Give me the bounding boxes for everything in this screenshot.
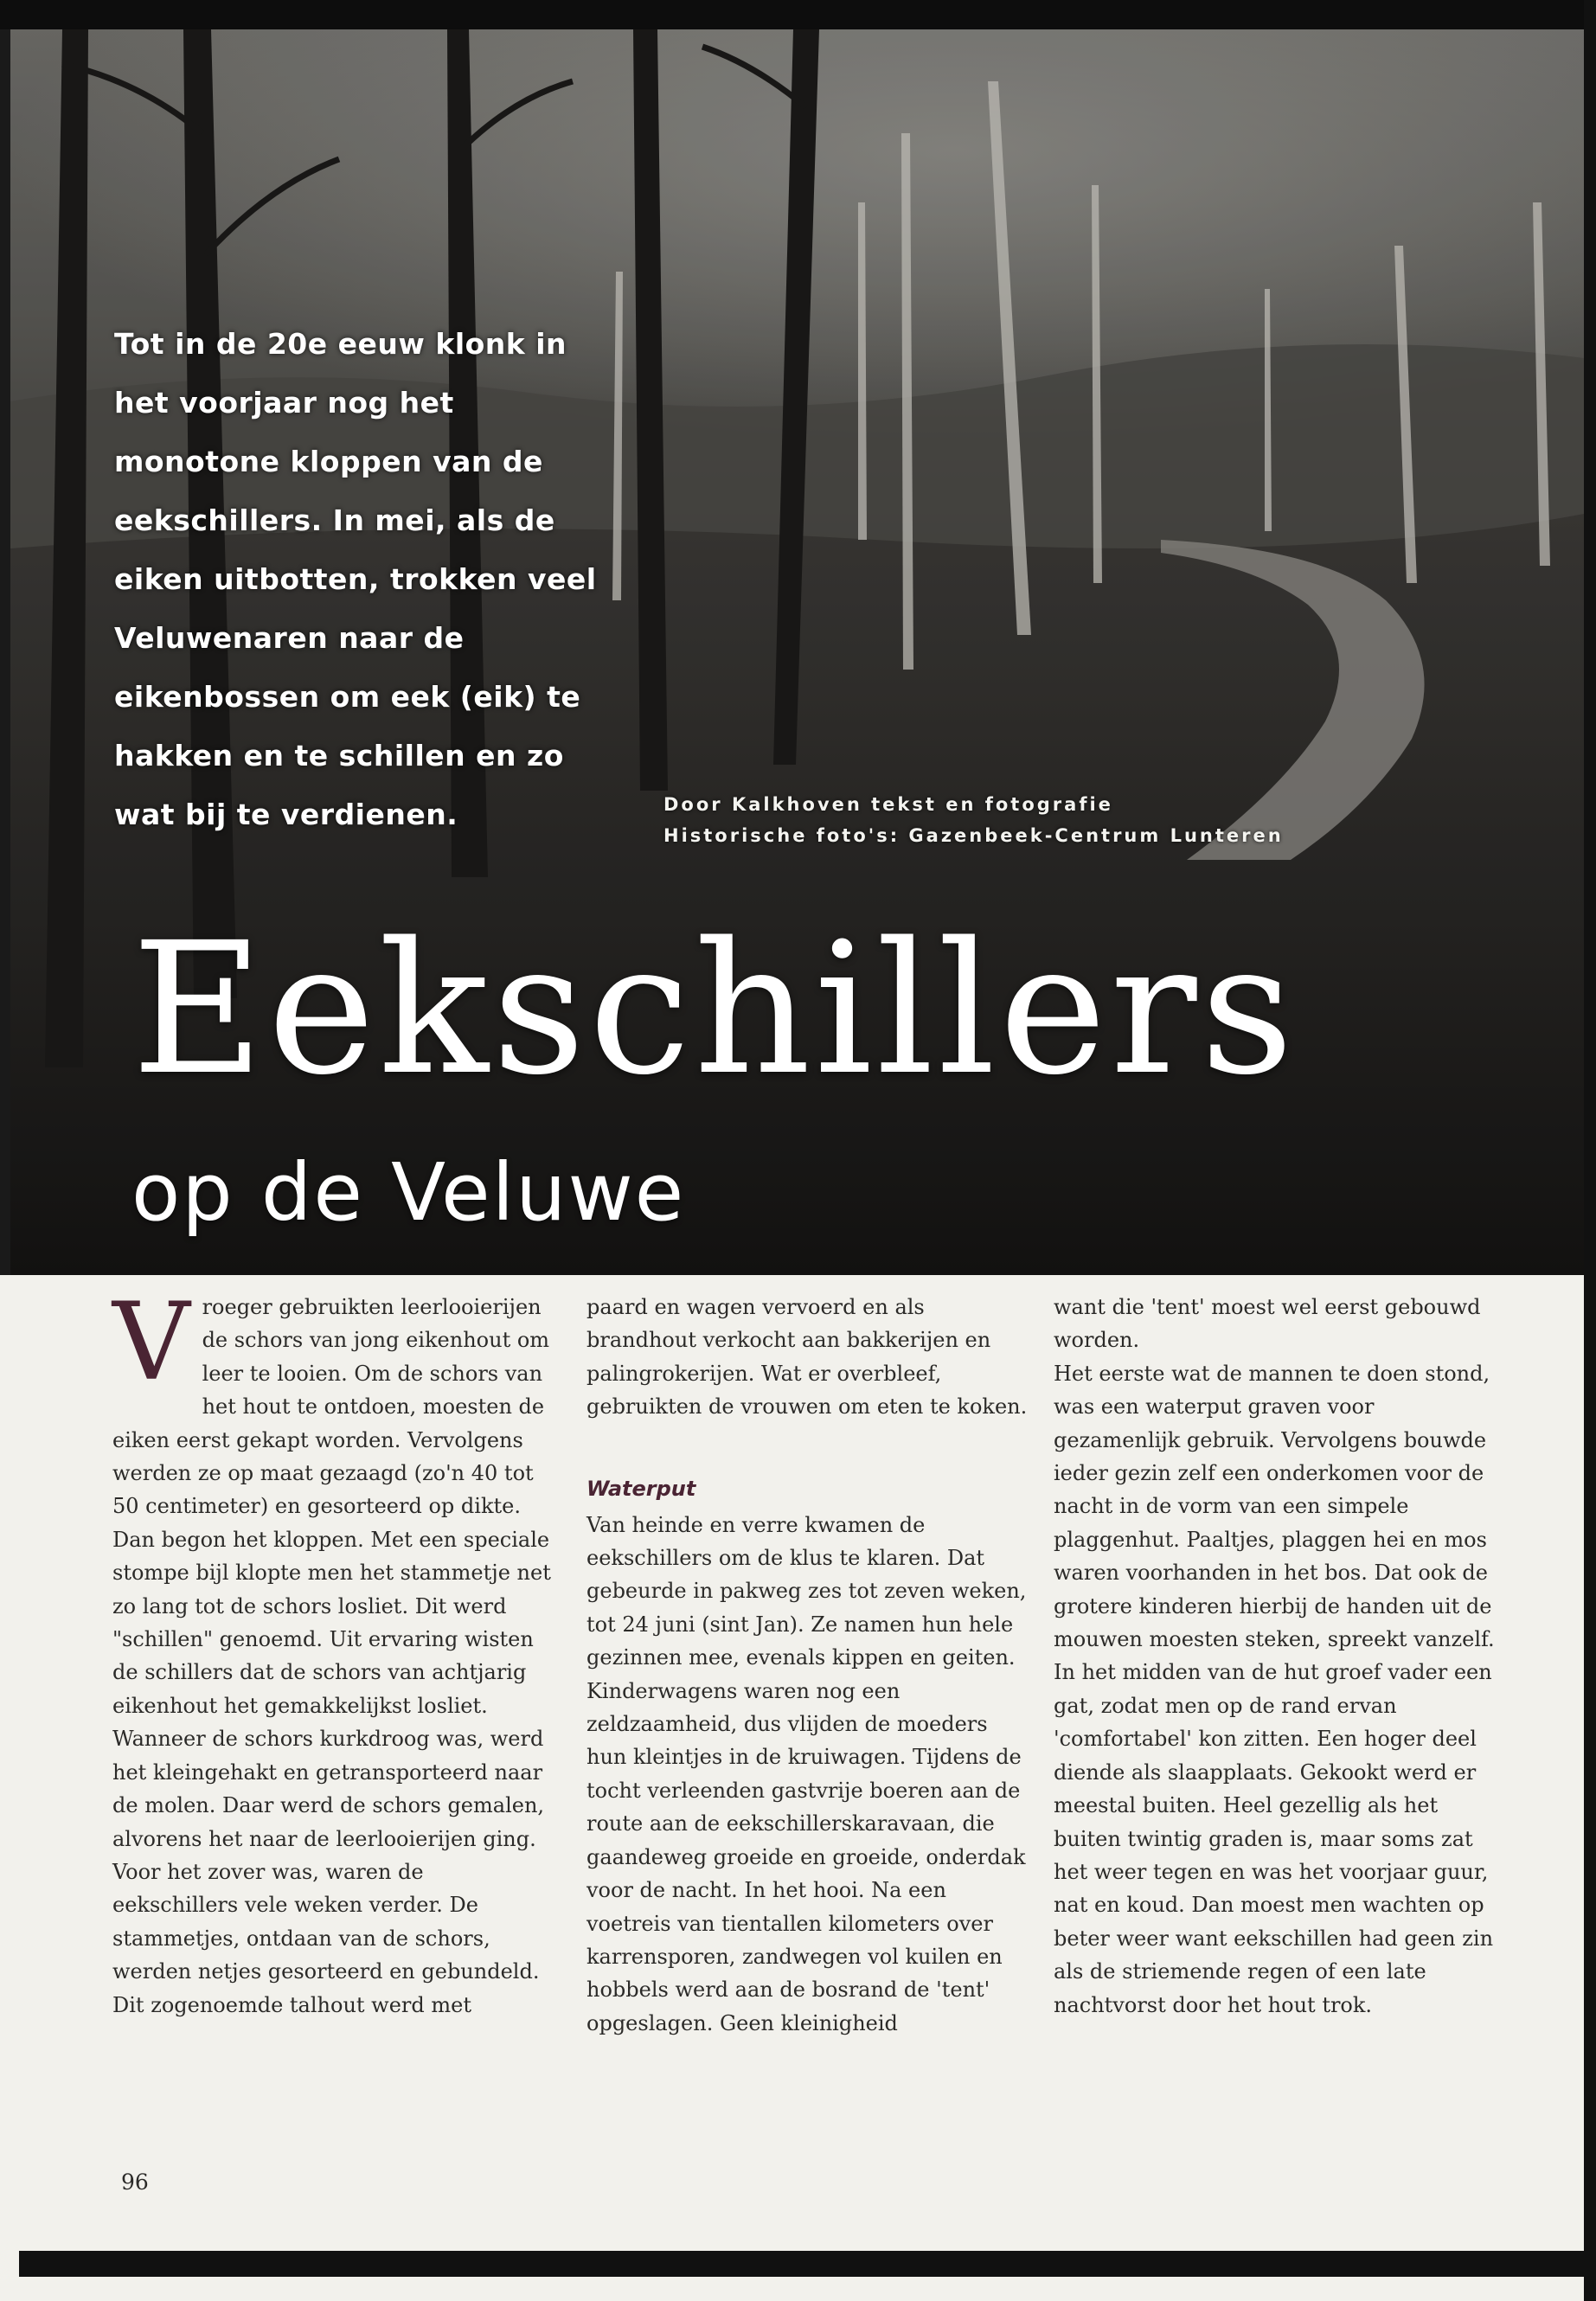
text-column-3: [1054, 1291, 1495, 2022]
body-paragraph: Van heinde en verre kwamen de eekschillers om de klus te klaren. Dat gebeurde in pakweg zes tot zeven weken, tot 24 juni (sint Jan). Ze namen hun hele gezinnen mee, evenals kippen en geiten. Kinderwagens waren nog een zeldzaamheid, dus vlijden de moeders hun kleintjes in de kruiwagen. Tijdens de tocht verleenden gastvrije boeren aan de route aan de eekschillerskaravaan, die gaandeweg groeide en groeide, onderdak voor de nacht. In het hooi. Na een voetreis van tientallen kilometers over karrensporen, zandwegen vol kuilen en hobbels werd aan de bosrand de 'tent' opgeslagen. Geen kleinigheid: [586, 1512, 1027, 2035]
section-subheading: Waterput: [586, 1476, 696, 1501]
text-column-2: [586, 1291, 1028, 2040]
page-number: 96: [121, 2170, 149, 2195]
body-paragraph: Het eerste wat de mannen te doen stond, was een waterput graven voor gezamenlijk gebruik. Vervolgens bouwde ieder gezin zelf een onderkomen voor de nacht in de vorm van een simpele plaggenhut. Paaltjes, plaggen hei en mos waren voorhanden in het bos. Dat ook de grotere kinderen hierbij de handen uit de mouwen moesten steken, spreekt vanzelf. In het midden van de hut groef vader een gat, zodat men op de rand ervan 'comfortabel' kon zitten. Een hoger deel diende als slaapplaats. Gekookt werd er meestal buiten. Heel gezellig als het buiten twintig graden is, maar soms zat het weer tegen en was het voorjaar guur, nat en koud. Dan moest men wachten op beter weer want eekschillen had geen zin als de striemende regen of een late nachtvorst door het hout trok.: [1054, 1361, 1495, 2017]
article-title: Eekschillers: [131, 903, 1298, 1115]
lead-paragraph: Tot in de 20e eeuw klonk in het voorjaar nog het monotone kloppen van de eekschillers. In mei, als de eiken uitbotten, trokken veel Veluwenaren naar de eikenbossen om eek (eik) te hakken en te schillen en zo wat bij te verdienen.: [114, 327, 597, 831]
body-paragraph: Wanneer de schors kurkdroog was, werd het kleingehakt en getransporteerd naar de molen. Daar werd de schors gemalen, alvorens het naar de leerlooierijen ging. Voor het zover was, waren de eekschillers vele weken verder. De stammetjes, ontdaan van de schors, werden netjes gesorteerd en gebundeld. Dit zogenoemde talhout werd met: [112, 1727, 545, 2017]
credit-photos: Historische foto's: Gazenbeek-Centrum Lunteren: [663, 825, 1284, 846]
text-column-1: [112, 1280, 554, 2022]
drop-cap: V: [112, 1280, 190, 1405]
scan-edge-right: [1584, 0, 1596, 2301]
body-paragraph: want die 'tent' moest wel eerst gebouwd worden.: [1054, 1295, 1481, 1353]
scan-edge-bottom: [19, 2251, 1596, 2277]
forest-photo: [10, 29, 1584, 1275]
body-paragraph: paard en wagen vervoerd en als brandhout verkocht aan bakkerijen en palingrokerijen. Wat er overbleef, gebruikten de vrouwen om eten te koken.: [586, 1295, 1028, 1420]
credit-author: Door Kalkhoven tekst en fotografie: [663, 794, 1113, 815]
article-credits: [663, 789, 1373, 851]
scan-edge-left: [0, 29, 10, 1275]
scan-edge-top: [0, 0, 1596, 29]
article-subtitle: op de Veluwe: [131, 1146, 686, 1239]
body-paragraph: roeger gebruikten leerlooierijen de schors van jong eikenhout om leer te looien. Om de schors van het hout te ontdoen, moesten de eiken eerst gekapt worden. Vervolgens werden ze op maat gezaagd (zo'n 40 tot 50 centimeter) en gesorteerd op dikte. Dan begon het kloppen. Met een speciale stompe bijl klopte men het stammetje net zo lang tot de schors losliet. Dit werd "schillen" genoemd. Uit ervaring wisten de schillers dat de schors van achtjarig eikenhout het gemakkelijkst losliet.: [112, 1295, 551, 1718]
